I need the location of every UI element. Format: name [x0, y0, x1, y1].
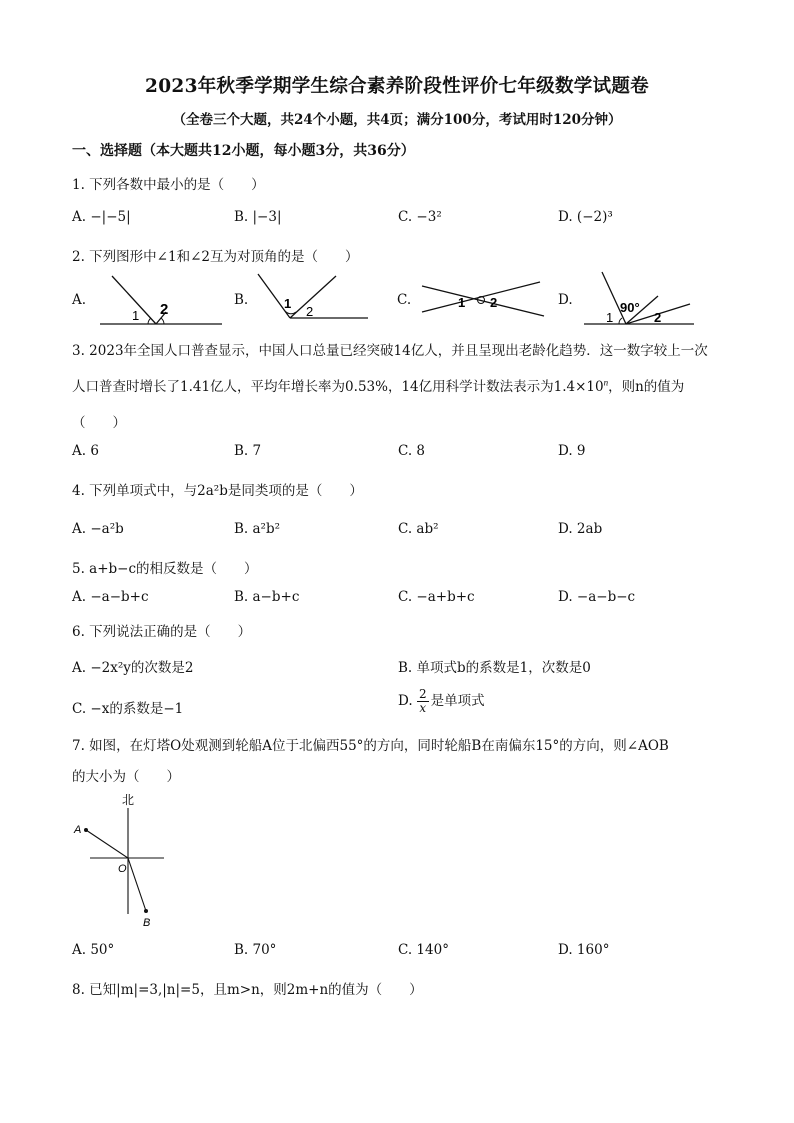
question-3-line-1: 3. 2023年全国人口普查显示，中国人口总量已经突破14亿人，并且呈现出老龄化趋势．这一数字较上一次 [72, 343, 708, 359]
right-angle-label: 90° [620, 300, 640, 315]
question-7-line-1: 7. 如图，在灯塔O处观测到轮船A位于北偏西55°的方向，同时轮船B在南偏东15°的方向，则∠AOB [72, 738, 669, 754]
question-4-option-d: D. 2ab [558, 521, 603, 537]
question-2-option-c-label: C. [397, 292, 412, 308]
question-4-stem: 4. 下列单项式中，与2a²b是同类项的是（ ） [72, 483, 363, 499]
angle-1-label: 1 [132, 308, 140, 323]
point-a-label: A [74, 824, 82, 836]
question-1-stem: 1. 下列各数中最小的是（ ） [72, 177, 265, 193]
question-6-option-d: D. $\frac{2}{x}$ 是单项式 [398, 687, 485, 715]
question-5-stem: 5. a+b−c的相反数是（ ） [72, 561, 258, 577]
question-5-option-a: A. −a−b+c [72, 589, 149, 605]
question-1-option-a: A. −|−5| [72, 209, 131, 225]
angle-2-label: 2 [160, 301, 169, 318]
question-5-option-c: C. −a+b+c [398, 589, 475, 605]
question-2-option-d-label: D. [558, 292, 573, 308]
question-7-option-a: A. 50° [72, 942, 115, 958]
question-4-option-c: C. ab² [398, 521, 439, 537]
page-title: 2023年秋季学期学生综合素养阶段性评价七年级数学试题卷 [145, 76, 649, 97]
question-2-option-b-label: B. [234, 292, 249, 308]
question-2-figure-d [580, 268, 700, 330]
question-7-figure [70, 790, 180, 932]
question-7-option-b: B. 70° [234, 942, 277, 958]
angle-2-label: 2 [306, 304, 314, 319]
question-7-option-d: D. 160° [558, 942, 610, 958]
question-4-option-a: A. −a²b [72, 521, 124, 537]
north-label: 北 [122, 793, 135, 807]
question-2-figure-a [96, 268, 226, 330]
question-2-option-a-label: A. [72, 292, 87, 308]
question-1-option-b: B. |−3| [234, 209, 282, 225]
question-6-stem: 6. 下列说法正确的是（ ） [72, 624, 252, 640]
question-1-option-c: C. −3² [398, 209, 442, 225]
question-3-line-2: 人口普查时增长了1.41亿人，平均年增长率为0.53%，14亿用科学计数法表示为$1.4\times 10^n$，则n的值为 [72, 377, 685, 395]
question-3-line-3: （ ） [72, 415, 126, 431]
angle-1-label: 1 [458, 295, 466, 310]
angle-1-label: 1 [606, 310, 614, 325]
question-6-option-c: C. −x的系数是−1 [72, 701, 184, 717]
question-2-stem: 2. 下列图形中∠1和∠2互为对顶角的是（ ） [72, 249, 359, 265]
question-2-figure-b [254, 268, 374, 330]
exam-info: （全卷三个大题，共24个小题，共4页；满分100分，考试用时120分钟） [172, 112, 622, 128]
question-6-option-b: B. 单项式b的系数是1，次数是0 [398, 660, 591, 676]
section-heading: 一、选择题（本大题共12小题，每小题3分，共36分） [72, 143, 415, 159]
question-6-option-a: A. −2x²y的次数是2 [72, 660, 194, 676]
question-3-option-c: C. 8 [398, 443, 426, 459]
angle-2-label: 2 [490, 295, 498, 310]
question-2-figure-c [418, 276, 548, 322]
angle-2-label: 2 [654, 310, 662, 325]
angle-1-label: 1 [284, 296, 292, 311]
question-7-line-2: 的大小为（ ） [72, 769, 180, 785]
question-4-option-b: B. a²b² [234, 521, 281, 537]
question-5-option-d: D. −a−b−c [558, 589, 636, 605]
question-8-stem: 8. 已知|m|=3,|n|=5，且m>n，则2m+n的值为（ ） [72, 982, 423, 998]
question-5-option-b: B. a−b+c [234, 589, 300, 605]
point-b-label: B [143, 917, 151, 929]
question-3-option-b: B. 7 [234, 443, 262, 459]
question-3-option-d: D. 9 [558, 443, 586, 459]
point-o-label: O [118, 863, 127, 875]
question-7-option-c: C. 140° [398, 942, 449, 958]
question-3-option-a: A. 6 [72, 443, 99, 459]
question-1-option-d: D. (−2)³ [558, 209, 613, 225]
